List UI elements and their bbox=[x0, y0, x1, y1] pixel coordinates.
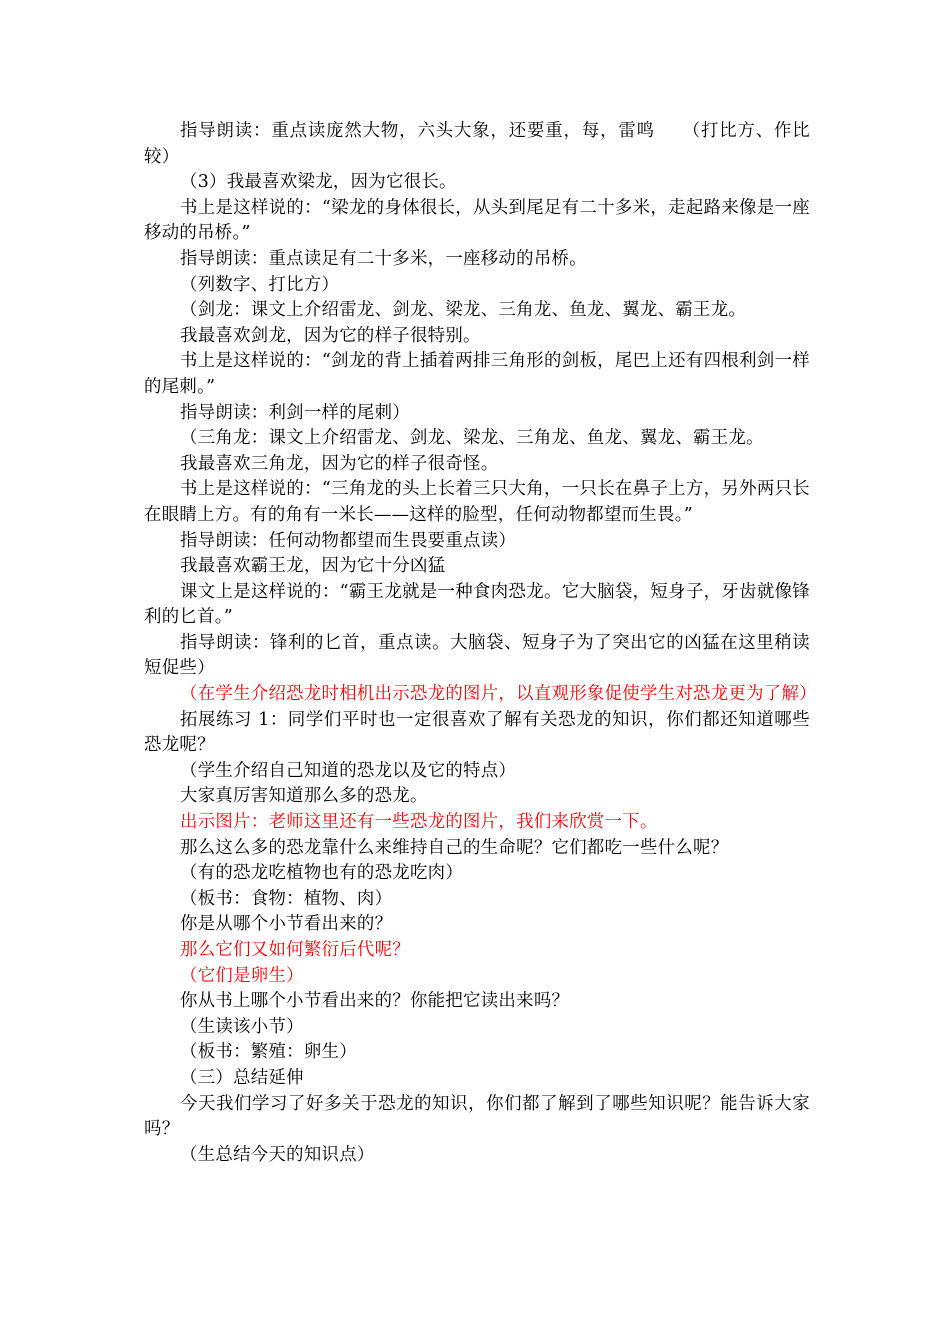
paragraph: 指导朗读：任何动物都望而生畏要重点读） bbox=[180, 530, 517, 551]
paragraph: （学生介绍自己知道的恐龙以及它的特点） bbox=[180, 760, 517, 781]
paragraph: （三角龙：课文上介绍雷龙、剑龙、梁龙、三角龙、鱼龙、翼龙、霸王龙。 bbox=[180, 428, 764, 449]
paragraph: （板书：繁殖：卵生） bbox=[180, 1042, 357, 1063]
paragraph: （列数字、打比方） bbox=[180, 274, 340, 295]
paragraph: 书上是这样说的：“三角龙的头上长着三只大角，一只长在鼻子上方，另外两只长在眼睛上方。有的角有一米长——这样的脸型，任何动物都望而生畏。” bbox=[144, 479, 810, 525]
paragraph: 我最喜欢剑龙，因为它的样子很特别。 bbox=[180, 325, 481, 346]
paragraph: 书上是这样说的：“剑龙的背上插着两排三角形的剑板，尾巴上还有四根利剑一样的尾刺。” bbox=[144, 351, 810, 397]
highlighted-note: 出示图片：老师这里还有一些恐龙的图片，我们来欣赏一下。 bbox=[180, 812, 658, 833]
paragraph: 你是从哪个小节看出来的？ bbox=[180, 914, 393, 935]
paragraph: 书上是这样说的：“梁龙的身体很长，从头到尾足有二十多米，走起路来像是一座移动的吊桥。” bbox=[144, 197, 810, 244]
highlighted-note: 那么它们又如何繁衍后代呢？ bbox=[180, 940, 410, 960]
highlighted-note: （它们是卵生） bbox=[180, 965, 304, 986]
paragraph: （生总结今天的知识点） bbox=[180, 1144, 375, 1165]
highlighted-note: （在学生介绍恐龙时相机出示恐龙的图片，以直观形象促使学生对恐龙更为了解） bbox=[180, 684, 817, 705]
paragraph: 指导朗读：利剑一样的尾刺） bbox=[180, 402, 410, 423]
paragraph: 我最喜欢霸王龙，因为它十分凶猛 bbox=[180, 556, 446, 577]
paragraph: 指导朗读：重点读足有二十多米，一座移动的吊桥。 bbox=[180, 248, 587, 269]
paragraph: （剑龙：课文上介绍雷龙、剑龙、梁龙、三角龙、鱼龙、翼龙、霸王龙。 bbox=[180, 300, 747, 321]
document-body bbox=[144, 119, 817, 1168]
paragraph: 我最喜欢三角龙，因为它的样子很奇怪。 bbox=[180, 453, 499, 474]
paragraph: 你从书上哪个小节看出来的？你能把它读出来吗？ bbox=[180, 991, 570, 1012]
paragraph: 拓展练习 1：同学们平时也一定很喜欢了解有关恐龙的知识，你们都还知道哪些恐龙呢？ bbox=[144, 709, 810, 756]
paragraph: 那么这么多的恐龙靠什么来维持自己的生命呢？它们都吃一些什么呢？ bbox=[180, 837, 729, 858]
paragraph: 今天我们学习了好多关于恐龙的知识，你们都了解到了哪些知识呢？能告诉大家吗？ bbox=[144, 1093, 810, 1140]
paragraph: （板书：食物：植物、肉） bbox=[180, 888, 393, 909]
paragraph: 指导朗读：重点读庞然大物，六头大象，还要重，每，雷鸣 （打比方、作比较） bbox=[144, 121, 810, 167]
paragraph: （生读该小节） bbox=[180, 1016, 304, 1037]
paragraph: 指导朗读：锋利的匕首，重点读。大脑袋、短身子为了突出它的凶猛在这里稍读短促些） bbox=[144, 632, 810, 679]
paragraph: （3）我最喜欢梁龙，因为它很长。 bbox=[180, 172, 457, 193]
section-heading: （三）总结延伸 bbox=[180, 1067, 304, 1088]
paragraph: 大家真厉害知道那么多的恐龙。 bbox=[180, 786, 428, 807]
paragraph: （有的恐龙吃植物也有的恐龙吃肉） bbox=[180, 863, 464, 884]
paragraph: 课文上是这样说的：“霸王龙就是一种食肉恐龙。它大脑袋，短身子，牙齿就像锋利的匕首。” bbox=[144, 581, 810, 628]
